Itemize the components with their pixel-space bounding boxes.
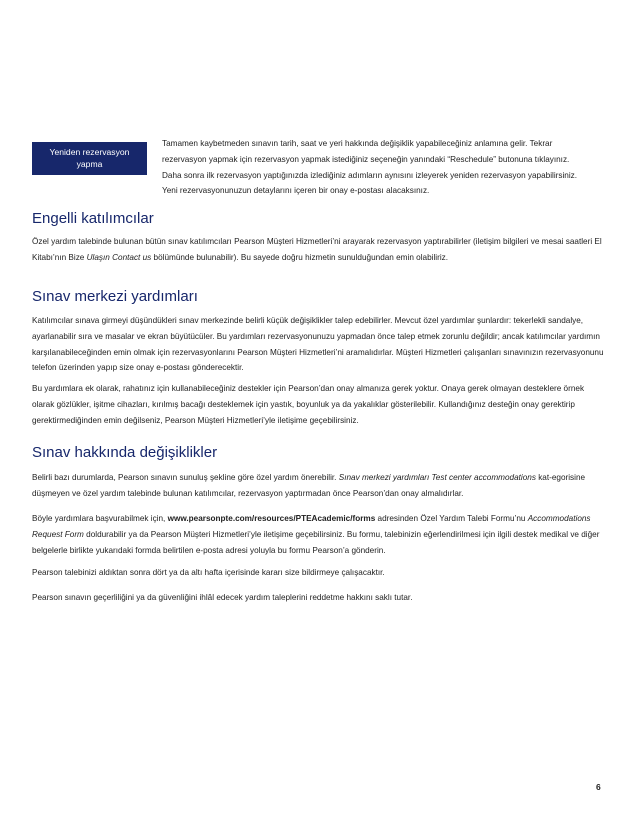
contact-us-link[interactable]: Ulaşın Contact us [86,252,152,262]
heading-test-centre-accommodations: Sınav merkezi yardımları [32,288,198,305]
reschedule-description [162,136,608,199]
heading-test-changes: Sınav hakkında değişiklikler [32,444,218,461]
paragraph-changes-3: Pearson talebinizi aldıktan sonra dört ya da altı hafta içerisinde kararı size bildirmeye çalışacaktır. [32,568,385,577]
heading-disabled-candidates: Engelli katılımcılar [32,210,154,227]
reschedule-label-box [32,142,147,175]
reschedule-line: Yeni rezervasyonunuzun detaylarını içeren bir onay e-postası alacaksınız. [162,186,430,196]
accommodations-request-form-link[interactable]: Accommodations Request Form [32,514,591,539]
paragraph-centre-2: Bu yardımlara ek olarak, rahatınız için kullanabileceğiniz destekler için Pearson’dan onay almanıza gerek yoktur. Onaya gerek olmayan desteklere örnek olarak gözlükler, işitme cihazları, kırılmış bacağı desteklemek için yastık, boyunluk ya da yakalıklar gösterilebilir. Kullandığınız desteğin onay gerektirip gerektirmediğinden emin değilseniz, Pearson Müşteri Hizmetleri’yle iletişime geçebilirsiniz. [32,384,585,425]
reschedule-line: Tamamen kaybetmeden sınavın tarih, saat ve yeri hakkında değişiklik yapabileceğiniz anlamına gelir. Tekrar [162,139,553,148]
paragraph-disabled: Özel yardım talebinde bulunan bütün sınav katılımcıları Pearson Müşteri Hizmetleri’ni arayarak rezervasyon yaptırabilirler (iletişim bilgileri ve mesai saatleri El Kitabı’nın Bize Ulaşın Contact us bölümünde bulunabilir). Bu sayede doğru hizmetin sunulduğundan emin olabiliriz. [32,237,602,262]
paragraph-changes-4: Pearson sınavın geçerliliğini ya da güvenliğini ihlâl edecek yardım taleplerini reddetme hakkını saklı tutar. [32,593,413,602]
paragraph-centre-1: Katılımcılar sınava girmeyi düşündükleri sınav merkezinde belirli küçük değişiklikler talep edebilirler. Mevcut özel yardımlar şunlardır: tekerlekli sandalye, ayarlanabilir sıra ve masalar ve ekran büyütücüler. Bu yardımları rezervasyonunuzu yapmadan önce talep etmek zorunlu değildir; ancak katılımcılar yardımın karşılanabileceğinden emin olmak için rezervasyonlarını Pearson Müşteri Hizmetleri’ni aramalıdırlar. Müşteri Hizmetleri çalışanları sınavınızın rezervasyonunu telefon üzerinden yapıp size onay e-postası gönderecektir. [32,316,604,373]
reschedule-line: rezervasyon yapmak için rezervasyon yapmak istediğiniz seçeneğin yanındaki “Reschedule” butonuna tıklayınız. [162,154,570,164]
paragraph-changes-2: Böyle yardımlara başvurabilmek için, www.pearsonpte.com/resources/PTEAcademic/forms adresinden Özel Yardım Talebi Formu’nu Accommodations Request Form doldurabilir ya da Pearson Müşteri Hizmetleri’yle iletişime geçebilirsiniz. Bu formu, talebinizin eğerlendirilmesi için ilgili destek medikal ve diğer belgelerle birlikte yukarıdaki formda belirtilen e-posta adresi yoluyla bu formu Pearson’a gönderin. [32,514,600,555]
forms-url-link[interactable]: www.pearsonpte.com/resources/PTEAcademic/forms [167,514,376,523]
page-number: 6 [596,782,601,792]
test-center-accommodations-link[interactable]: Sınav merkezi yardımları Test center accommodations [338,473,536,482]
reschedule-label: Yeniden rezervasyon yapma [49,147,130,169]
reschedule-line: Daha sonra ilk rezervasyon yaptığınızda izlediğiniz adımların aynısını izleyerek yeniden rezervasyon yapabilirsiniz. [162,170,578,180]
paragraph-changes-1: Belirli bazı durumlarda, Pearson sınavın sunuluş şekline göre özel yardım önerebilir. Sınav merkezi yardımları Test center accommodations kat-egorisine düşmeyen ve özel yardım talebinde bulunan katılımcılar, rezervasyon yaptırmadan önce Pearson’dan onay almalıdırlar. [32,473,586,498]
